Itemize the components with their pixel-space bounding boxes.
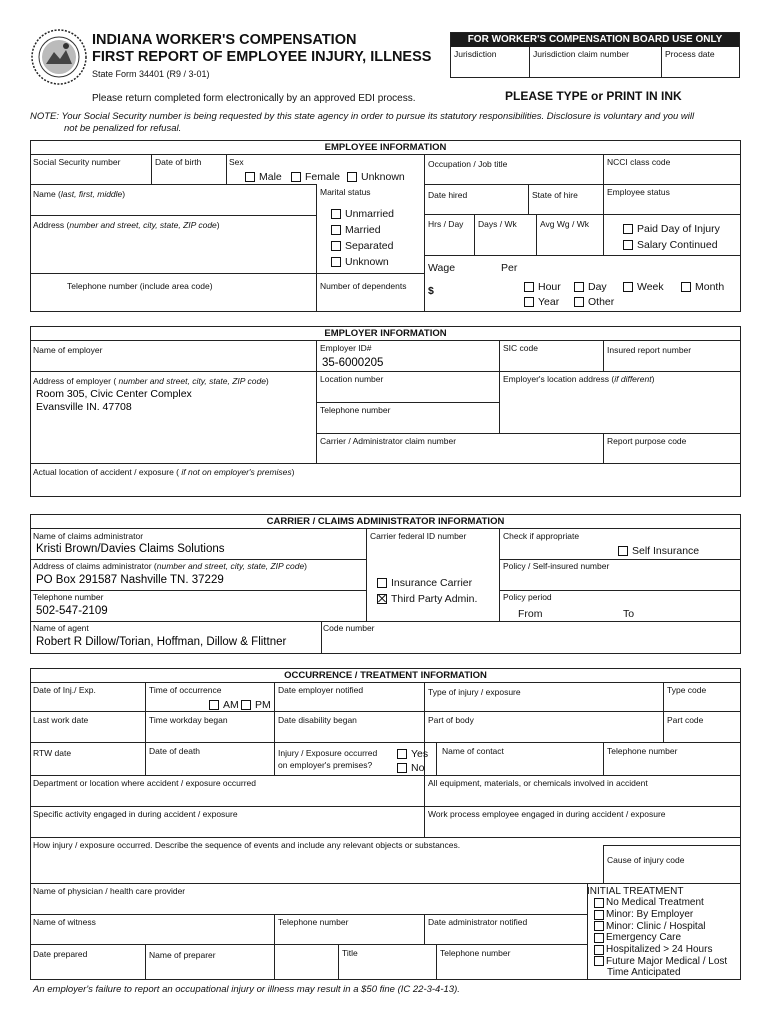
sex-unknown-checkbox[interactable] [347,172,357,182]
premises-yes-option[interactable] [397,748,428,760]
treatment-option[interactable] [594,932,727,944]
form-title-line2: FIRST REPORT OF EMPLOYEE INJURY, ILLNESS [92,49,432,65]
date-of-injury-label: Date of Inj./ Exp. [33,685,96,695]
employee-address-label: Address (number and street, city, state, ZIP code) [33,220,220,230]
premises-no-text: No [411,762,425,774]
paid-day-checkbox[interactable] [623,224,633,234]
sex-female-option[interactable] [291,171,340,183]
specific-activity-label: Specific activity engaged in during accident / exposure [33,809,238,819]
type-of-injury-label: Type of injury / exposure [428,687,521,697]
pm-text: PM [255,699,271,711]
salary-continued-text: Salary Continued [637,239,718,251]
marital-label: Marital status [320,187,371,197]
state-form-number: State Form 34401 (R9 / 3-01) [92,69,210,79]
treatment-option[interactable] [594,920,727,932]
paid-day-option[interactable] [623,223,720,235]
sex-male-text: Male [259,171,282,183]
claims-admin-phone-value[interactable]: 502-547-2109 [36,605,108,617]
employer-address-label: Address of employer ( number and street, city, state, ZIP code) [33,376,269,386]
sex-female-text: Female [305,171,341,183]
salary-continued-checkbox[interactable] [623,240,633,250]
last-work-date-label: Last work date [33,715,89,725]
claims-admin-address-value[interactable]: PO Box 291587 Nashville TN. 37229 [36,574,224,586]
preparer-phone-label: Telephone number [440,948,511,958]
type-print-note: PLEASE TYPE or PRINT IN INK [505,89,682,103]
occurrence-section [30,668,741,980]
days-wk-label: Days / Wk [478,219,517,229]
sex-label: Sex [229,157,244,167]
employer-id-value[interactable]: 35-6000205 [322,357,384,369]
self-insurance-option[interactable] [618,545,699,557]
am-text: AM [223,699,239,711]
treatment-option[interactable] [594,897,727,909]
equipment-label: All equipment, materials, or chemicals involved in accident [428,778,648,788]
marital-separated-text: Separated [345,240,394,252]
avg-wg-label: Avg Wg / Wk [540,219,589,229]
marital-unmarried-checkbox[interactable] [331,209,341,219]
sex-unknown-option[interactable] [347,171,405,183]
time-workday-began-label: Time workday began [149,715,228,725]
treatment-time-anticipated: Time Anticipated [607,967,681,978]
contact-phone-label: Telephone number [607,746,678,756]
self-insurance-checkbox[interactable] [618,546,628,556]
employer-section [30,326,741,497]
employee-telephone-label: Telephone number (include area code) [67,281,213,291]
part-of-body-label: Part of body [428,715,474,725]
marital-unknown-checkbox[interactable] [331,257,341,267]
per-other-text: Other [588,296,615,308]
marital-unmarried-text: Unmarried [345,208,395,220]
preparer-title-label: Title [342,948,358,958]
sex-male-option[interactable] [245,171,282,183]
carrier-claim-label: Carrier / Administrator claim number [320,436,457,446]
ncci-label: NCCI class code [607,157,671,167]
per-month-text: Month [695,281,725,293]
per-other-checkbox[interactable] [574,297,584,307]
employer-name-label: Name of employer [33,345,103,355]
marital-unmarried-option[interactable] [331,208,394,220]
per-week-option[interactable] [623,281,664,293]
treatment-checkbox[interactable] [594,945,604,955]
per-hour-option[interactable] [524,281,561,293]
treatment-option[interactable] [594,909,727,921]
treatment-label: Emergency Care [606,932,682,944]
state-of-hire-label: State of hire [532,190,578,200]
per-week-checkbox[interactable] [623,282,633,292]
insured-report-label: Insured report number [607,345,692,355]
marital-separated-option[interactable] [331,240,393,252]
board-use-box [450,32,740,78]
treatment-checkbox[interactable] [594,898,604,908]
sex-unknown-text: Unknown [361,171,405,183]
per-day-option[interactable] [574,281,607,293]
treatment-checkbox[interactable] [594,933,604,943]
code-number-label: Code number [323,623,375,633]
premises-question-line2: on employer's premises? [278,760,373,770]
employer-address-line2[interactable]: Evansville IN. 47708 [36,401,132,413]
employer-address-line1[interactable]: Room 305, Civic Center Complex [36,388,192,400]
policy-number-label: Policy / Self-insured number [503,561,610,571]
admin-notified-label: Date administrator notified [428,917,528,927]
marital-unknown-option[interactable] [331,256,389,268]
wage-dollar-sign: $ [428,285,434,297]
ssn-note-line2: not be penalized for refusal. [64,123,182,134]
witness-label: Name of witness [33,917,96,927]
policy-period-label: Policy period [503,592,552,602]
treatment-option[interactable] [594,955,727,967]
insurance-carrier-option[interactable] [377,577,472,589]
agent-name-value[interactable]: Robert R Dillow/Torian, Hoffman, Dillow & Flittner [36,636,287,648]
witness-phone-label: Telephone number [278,917,349,927]
paid-day-text: Paid Day of Injury [637,223,720,235]
check-if-appropriate-label: Check if appropriate [503,531,580,541]
per-hour-checkbox[interactable] [524,282,534,292]
policy-from-label: From [518,608,543,620]
board-process-label: Process date [665,49,715,59]
footer-warning: An employer's failure to report an occupational injury or illness may result in a $50 fine (IC 22-3-4-13). [33,984,460,995]
initial-treatment-heading: INITIAL TREATMENT [587,886,684,897]
sex-female-checkbox[interactable] [291,172,301,182]
initial-treatment-list [594,897,727,967]
am-option[interactable] [209,699,239,711]
sic-label: SIC code [503,343,538,353]
part-code-label: Part code [667,715,704,725]
insurance-carrier-text: Insurance Carrier [391,577,473,589]
treatment-label: Future Major Medical / Lost [606,955,728,967]
per-month-option[interactable] [681,281,724,293]
physician-label: Name of physician / health care provider [33,886,186,896]
per-month-checkbox[interactable] [681,282,691,292]
type-code-label: Type code [667,685,707,695]
treatment-label: Hospitalized > 24 Hours [606,944,713,956]
premises-no-option[interactable] [397,762,424,774]
per-week-text: Week [637,281,664,293]
claims-admin-phone-label: Telephone number [33,592,104,602]
treatment-label: Minor: Clinic / Hospital [606,920,706,932]
report-purpose-label: Report purpose code [607,436,687,446]
dependents-label: Number of dependents [320,281,407,291]
employee-status-label: Employee status [607,187,670,197]
ssn-note [30,111,694,135]
state-seal [30,28,88,86]
per-year-option[interactable] [524,296,559,308]
claims-admin-address-label: Address of claims administrator (number and street, city, state, ZIP code) [33,561,308,571]
policy-to-label: To [623,608,635,620]
cause-code-label: Cause of injury code [607,855,685,865]
employer-heading: EMPLOYER INFORMATION [324,328,447,339]
dob-label: Date of birth [155,157,202,167]
form-title-line1: INDIANA WORKER'S COMPENSATION [92,32,357,48]
location-number-label: Location number [320,374,384,384]
employer-telephone-label: Telephone number [320,405,391,415]
agent-name-label: Name of agent [33,623,89,633]
am-checkbox[interactable] [209,700,219,710]
contact-name-label: Name of contact [442,746,504,756]
board-claim-label: Jurisdiction claim number [533,49,629,59]
ssn-label: Social Security number [33,157,121,167]
rtw-date-label: RTW date [33,748,72,758]
per-year-text: Year [538,296,560,308]
claims-admin-name-value[interactable]: Kristi Brown/Davies Claims Solutions [36,543,225,555]
third-party-admin-text: Third Party Admin. [391,593,478,605]
marital-separated-checkbox[interactable] [331,241,341,251]
date-notified-label: Date employer notified [278,685,364,695]
per-day-checkbox[interactable] [574,282,584,292]
salary-continued-option[interactable] [623,239,718,251]
marital-unknown-text: Unknown [345,256,389,268]
treatment-label: Minor: By Employer [606,909,694,921]
date-of-death-label: Date of death [149,746,201,756]
self-insurance-text: Self Insurance [632,545,700,557]
occurrence-heading: OCCURRENCE / TREATMENT INFORMATION [284,670,487,681]
ssn-note-line1: NOTE: Your Social Security number is being requested by this state agency in order to pursue its statutory responsibilities. Disclosure is voluntary and you will [30,111,695,122]
department-label: Department or location where accident / exposure occurred [33,778,257,788]
actual-location-label: Actual location of accident / exposure ( if not on employer's premises) [33,467,295,477]
treatment-checkbox[interactable] [594,956,604,966]
per-other-option[interactable] [574,296,614,308]
marital-married-option[interactable] [331,224,381,236]
treatment-label: No Medical Treatment [606,897,704,909]
per-year-checkbox[interactable] [524,297,534,307]
date-disability-label: Date disability began [278,715,357,725]
wage-label: Wage [428,262,456,274]
per-hour-text: Hour [538,281,561,293]
employee-section [30,140,741,312]
third-party-admin-option[interactable] [377,593,477,605]
pm-checkbox[interactable] [241,700,251,710]
time-of-occurrence-label: Time of occurrence [149,685,222,695]
premises-yes-checkbox[interactable] [397,749,407,759]
employer-id-label: Employer ID# [320,343,372,353]
per-day-text: Day [588,281,607,293]
treatment-option[interactable] [594,944,727,956]
board-jurisdiction-label: Jurisdiction [454,49,497,59]
return-note: Please return completed form electronically by an approved EDI process. [92,93,416,104]
premises-no-checkbox[interactable] [397,763,407,773]
insurance-carrier-checkbox[interactable] [377,578,387,588]
pm-option[interactable] [241,699,271,711]
per-label: Per [501,262,518,274]
date-hired-label: Date hired [428,190,468,200]
location-address-label: Employer's location address (if different) [503,374,655,384]
carrier-heading: CARRIER / CLAIMS ADMINISTRATOR INFORMATION [266,516,505,527]
treatment-checkbox[interactable] [594,910,604,920]
employee-heading: EMPLOYEE INFORMATION [324,142,447,153]
date-prepared-label: Date prepared [33,949,88,959]
claims-admin-name-label: Name of claims administrator [33,531,144,541]
carrier-federal-id-label: Carrier federal ID number [370,531,467,541]
marital-married-checkbox[interactable] [331,225,341,235]
board-use-title: FOR WORKER'S COMPENSATION BOARD USE ONLY [451,33,739,47]
how-injury-occurred-label: How injury / exposure occurred. Describe the sequence of events and include any relevant objects or substances. [33,840,461,850]
third-party-admin-checkbox-checked[interactable] [377,594,387,604]
hrs-day-label: Hrs / Day [428,219,464,229]
marital-married-text: Married [345,224,381,236]
carrier-section [30,514,741,654]
preparer-name-label: Name of preparer [149,950,216,960]
sex-male-checkbox[interactable] [245,172,255,182]
premises-question-line1: Injury / Exposure occurred [278,748,378,758]
work-process-label: Work process employee engaged in during accident / exposure [428,809,666,819]
employee-name-label: Name (last, first, middle) [33,189,126,199]
occupation-label: Occupation / Job title [428,159,508,169]
premises-yes-text: Yes [411,748,429,760]
treatment-checkbox[interactable] [594,921,604,931]
